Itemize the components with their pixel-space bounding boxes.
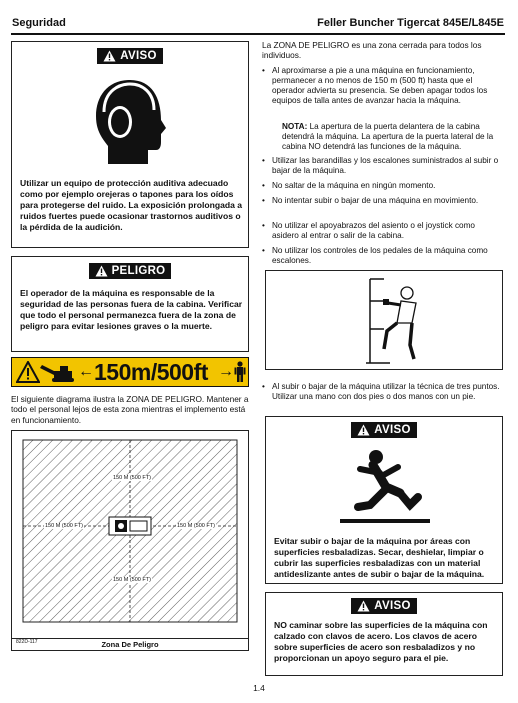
page-number: 1.4 <box>253 683 265 693</box>
danger-zone-intro: La ZONA DE PELIGRO es una zona cerrada para todos los individuos. <box>262 40 482 61</box>
warning-triangle-icon <box>357 424 370 436</box>
slip-fall-icon <box>340 447 430 527</box>
diagram-intro: El siguiente diagrama ilustra la ZONA DE PELIGRO. Mantener a todo el personal lejos de esta zona mientras el implemento está en funcionamiento. <box>11 394 249 425</box>
aviso-signal: AVISO <box>351 598 416 614</box>
bullet-item: • Utilizar las barandillas y los escalones suministrados al subir o bajar de la máquina. <box>272 156 502 176</box>
zone-label-bottom: 150 M (500 FT) <box>113 577 151 583</box>
peligro-box <box>11 256 249 352</box>
warning-triangle-icon <box>103 50 116 62</box>
aviso-cleats-box <box>265 592 503 676</box>
aviso-cleats-text: NO caminar sobre las superficies de la máquina con calzado con clavos de acero. Los clavos de acero sobre superficies de acero son resbaladizos y no proporcionan un apoyo seguro para el pie. <box>274 620 488 663</box>
distance-banner <box>11 357 249 387</box>
danger-zone-diagram <box>11 430 249 651</box>
document-title: Feller Buncher Tigercat 845E/L845E <box>317 17 504 29</box>
section-title: Seguridad <box>12 17 66 29</box>
warning-triangle-icon <box>95 265 108 277</box>
climbing-illustration <box>265 270 503 370</box>
peligro-text: El operador de la máquina es responsable de la seguridad de las personas fuera de la cabina. Verificar que todo el personal permanezca fuera de la zona de peligro para evitar lesiones graves o la muerte. <box>20 288 243 331</box>
note: NOTA: La apertura de la puerta delantera de la cabina detendrá la máquina. La apertura de la puerta lateral de la cabina NO detendrá las funciones de la máquina. <box>282 122 494 151</box>
bullet-item: • No saltar de la máquina en ningún momento. <box>272 181 502 191</box>
aviso-signal: AVISO <box>97 48 162 64</box>
zone-label-top: 150 M (500 FT) <box>113 475 151 481</box>
aviso-slip-box <box>265 416 503 584</box>
warning-triangle-icon <box>357 600 370 612</box>
hearing-protection-icon <box>90 76 170 166</box>
zone-label-left: 150 M (500 FT) <box>45 523 83 529</box>
distance-text: 150m/500ft <box>94 359 208 385</box>
aviso-slip-text: Evitar subir o bajar de la máquina por áreas con superficies resbaladizas. Secar, deshielar, limpiar o cubrir las superficies resbaladizas con un material antideslizante antes de subir o bajar de la máquina. <box>274 536 485 579</box>
figure-id: 822D-117 <box>16 639 38 645</box>
bullet-item: • Al aproximarse a pie a una máquina en funcionamiento, permanecer a no menos de 150 m (500 ft) hasta que el operador advierta su presencia. Se deben apagar todos los equipos de talla antes de avanzar hacia la máquina. <box>272 66 502 106</box>
diagram-caption: Zona De Peligro <box>11 638 249 651</box>
zone-label-right: 150 M (500 FT) <box>177 523 215 529</box>
bullet-item: • Al subir o bajar de la máquina utilizar la técnica de tres puntos. Utilizar una mano con dos pies o dos manos con un pie. <box>272 382 502 402</box>
aviso-hearing-box <box>11 41 249 248</box>
person-icon <box>234 361 246 383</box>
bullet-item: • No intentar subir o bajar de una máquina en movimiento. <box>272 196 502 206</box>
peligro-signal: PELIGRO <box>89 263 172 279</box>
machine-icon <box>40 361 80 383</box>
aviso-hearing-text: Utilizar un equipo de protección auditiva adecuado como por ejemplo orejeras o tapones para los oídos para protegerse del ruido. La exposición prolongada a ruidos fuertes puede ocasionar trastornos auditivos o la pérdida de la audición. <box>20 178 243 232</box>
arrow-left-icon: ← <box>78 363 94 380</box>
operator-climbing-icon <box>266 271 502 369</box>
arrow-right-icon: → <box>218 363 234 380</box>
warning-triangle-icon <box>16 361 40 383</box>
aviso-signal: AVISO <box>351 422 416 438</box>
header-rule <box>11 33 505 35</box>
bullet-item: • No utilizar los controles de los pedales de la máquina como escalones. <box>272 246 502 266</box>
bullet-item: • No utilizar el apoyabrazos del asiento o el joystick como asidero al entrar o salir de la cabina. <box>272 221 502 241</box>
